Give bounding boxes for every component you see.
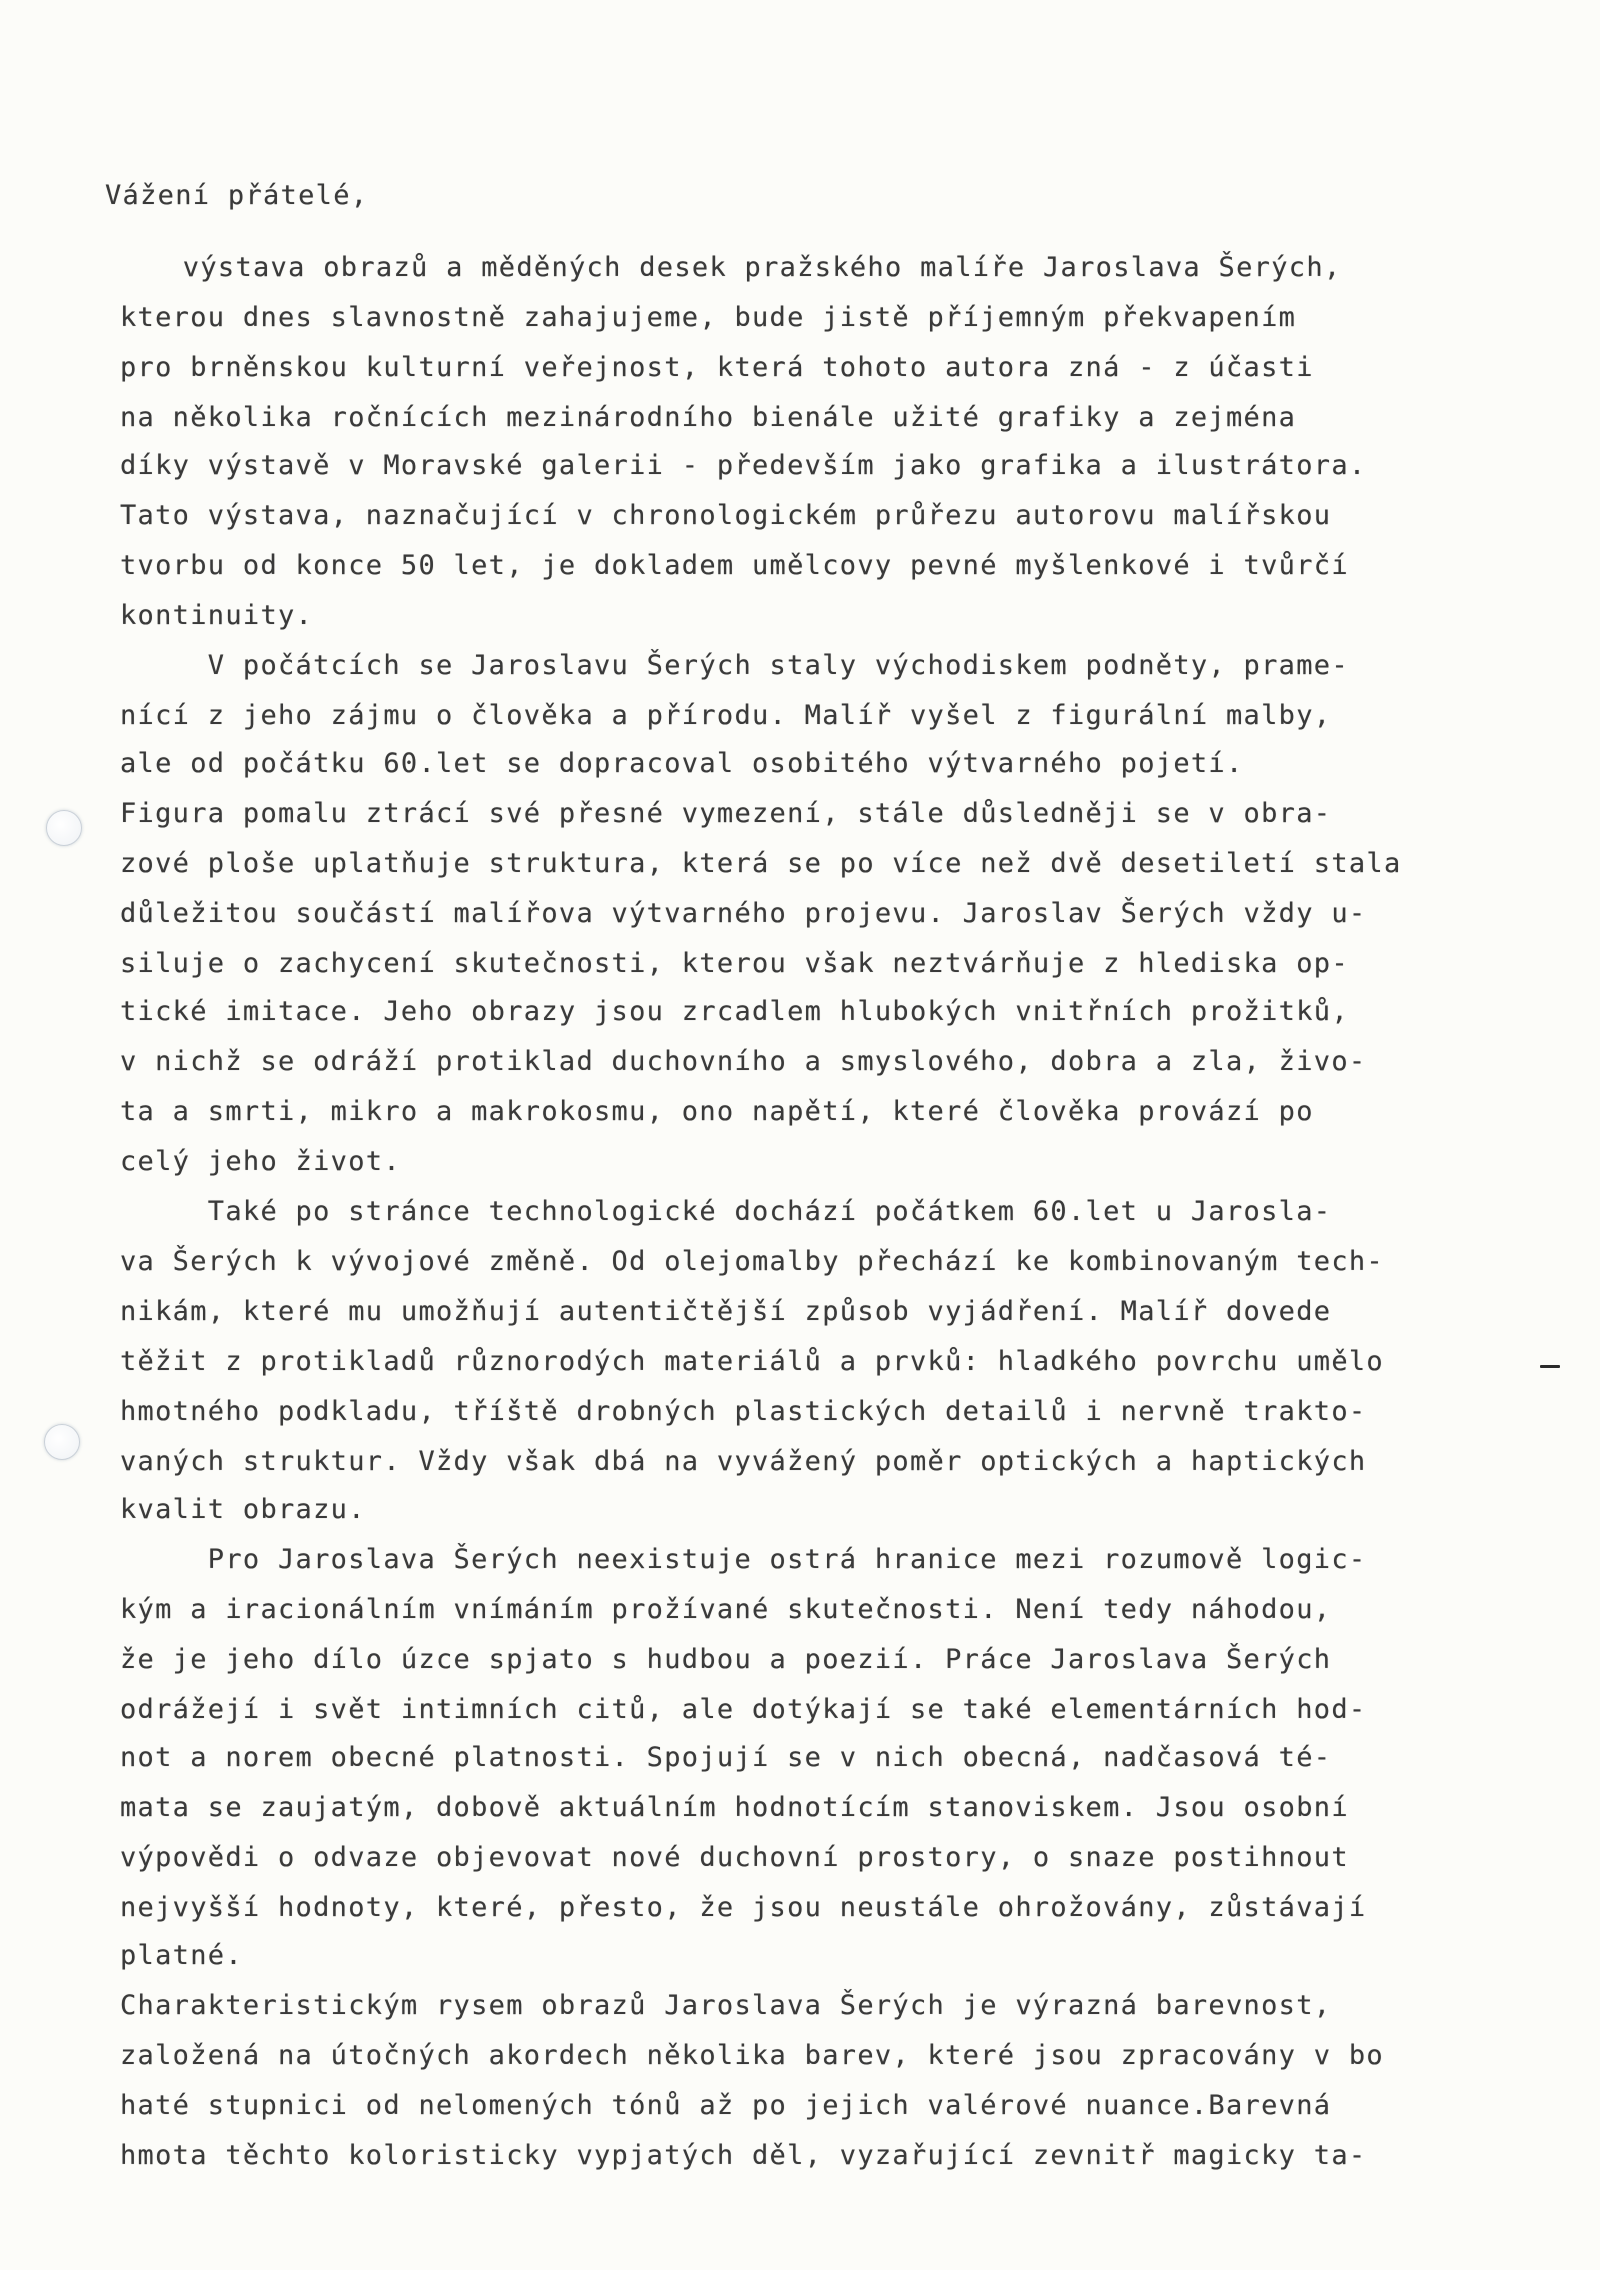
text-line: v nichž se odráží protiklad duchovního a smyslového, dobra a zla, živo-: [120, 1046, 1367, 1077]
text-line: kterou dnes slavnostně zahajujeme, bude jistě příjemným překvapením: [120, 302, 1297, 333]
text-line: Charakteristickým rysem obrazů Jaroslava Šerých je výrazná barevnost,: [120, 1990, 1332, 2021]
text-line: tické imitace. Jeho obrazy jsou zrcadlem hlubokých vnitřních prožitků,: [120, 996, 1349, 1027]
text-line: Pro Jaroslava Šerých neexistuje ostrá hranice mezi rozumově logic-: [120, 1544, 1367, 1575]
hyphen-mark: [1540, 1365, 1560, 1368]
salutation: Vážení přátelé,: [105, 180, 369, 211]
text-line: not a norem obecné platnosti. Spojují se v nich obecná, nadčasová té-: [120, 1742, 1332, 1773]
text-line: platné.: [120, 1940, 243, 1971]
text-line: va Šerých k vývojové změně. Od olejomalby přechází ke kombinovaným tech-: [120, 1246, 1384, 1277]
text-line: haté stupnici od nelomených tónů až po jejich valérové nuance.Barevná: [120, 2090, 1332, 2121]
text-line: kým a iracionálním vnímáním prožívané skutečnosti. Není tedy náhodou,: [120, 1594, 1332, 1625]
text-line: nící z jeho zájmu o člověka a přírodu. Malíř vyšel z figurální malby,: [120, 700, 1332, 731]
text-line: tvorbu od konce 50 let, je dokladem umělcovy pevné myšlenkové i tvůrčí: [120, 550, 1349, 581]
text-line: Také po stránce technologické dochází počátkem 60.let u Jarosla-: [120, 1196, 1332, 1227]
text-line: důležitou součástí malířova výtvarného projevu. Jaroslav Šerých vždy u-: [120, 898, 1367, 929]
text-line: Tato výstava, naznačující v chronologickém průřezu autorovu malířskou: [120, 500, 1332, 531]
text-line: těžit z protikladů různorodých materiálů a prvků: hladkého povrchu umělo: [120, 1346, 1384, 1377]
text-line: V počátcích se Jaroslavu Šerých staly východiskem podněty, prame-: [120, 650, 1349, 681]
text-line: odrážejí i svět intimních citů, ale dotýkají se také elementárních hod-: [120, 1694, 1367, 1725]
text-line: výstava obrazů a měděných desek pražského malíře Jaroslava Šerých,: [95, 252, 1342, 283]
text-line: mata se zaujatým, dobově aktuálním hodnotícím stanoviskem. Jsou osobní: [120, 1792, 1349, 1823]
text-line: vaných struktur. Vždy však dbá na vyvážený poměr optických a haptických: [120, 1446, 1367, 1477]
text-line: hmotného podkladu, tříště drobných plastických detailů i nervně trakto-: [120, 1396, 1367, 1427]
text-line: na několika ročnících mezinárodního bienále užité grafiky a zejména: [120, 402, 1297, 433]
text-line: Figura pomalu ztrácí své přesné vymezení, stále důsledněji se v obra-: [120, 798, 1332, 829]
text-line: nikám, které mu umožňují autentičtější způsob vyjádření. Malíř dovede: [120, 1296, 1332, 1327]
text-line: díky výstavě v Moravské galerii - především jako grafika a ilustrátora.: [120, 450, 1367, 481]
text-line: hmota těchto koloristicky vypjatých děl, vyzařující zevnitř magicky ta-: [120, 2140, 1367, 2171]
text-line: ale od počátku 60.let se dopracoval osobitého výtvarného pojetí.: [120, 748, 1244, 779]
text-line: pro brněnskou kulturní veřejnost, která tohoto autora zná - z účasti: [120, 352, 1314, 383]
text-line: výpovědi o odvaze objevovat nové duchovní prostory, o snaze postihnout: [120, 1842, 1349, 1873]
text-line: celý jeho život.: [120, 1146, 401, 1177]
text-line: nejvyšší hodnoty, které, přesto, že jsou neustále ohrožovány, zůstávají: [120, 1892, 1367, 1923]
text-line: založená na útočných akordech několika barev, které jsou zpracovány v bo: [120, 2040, 1384, 2071]
text-line: že je jeho dílo úzce spjato s hudbou a poezií. Práce Jaroslava Šerých: [120, 1644, 1332, 1675]
text-line: kontinuity.: [120, 600, 314, 631]
text-line: kvalit obrazu.: [120, 1494, 366, 1525]
text-line: zové ploše uplatňuje struktura, která se po více než dvě desetiletí stala: [120, 848, 1402, 879]
text-line: siluje o zachycení skutečnosti, kterou však neztvárňuje z hlediska op-: [120, 948, 1349, 979]
text-line: ta a smrti, mikro a makrokosmu, ono napětí, které člověka provází po: [120, 1096, 1314, 1127]
